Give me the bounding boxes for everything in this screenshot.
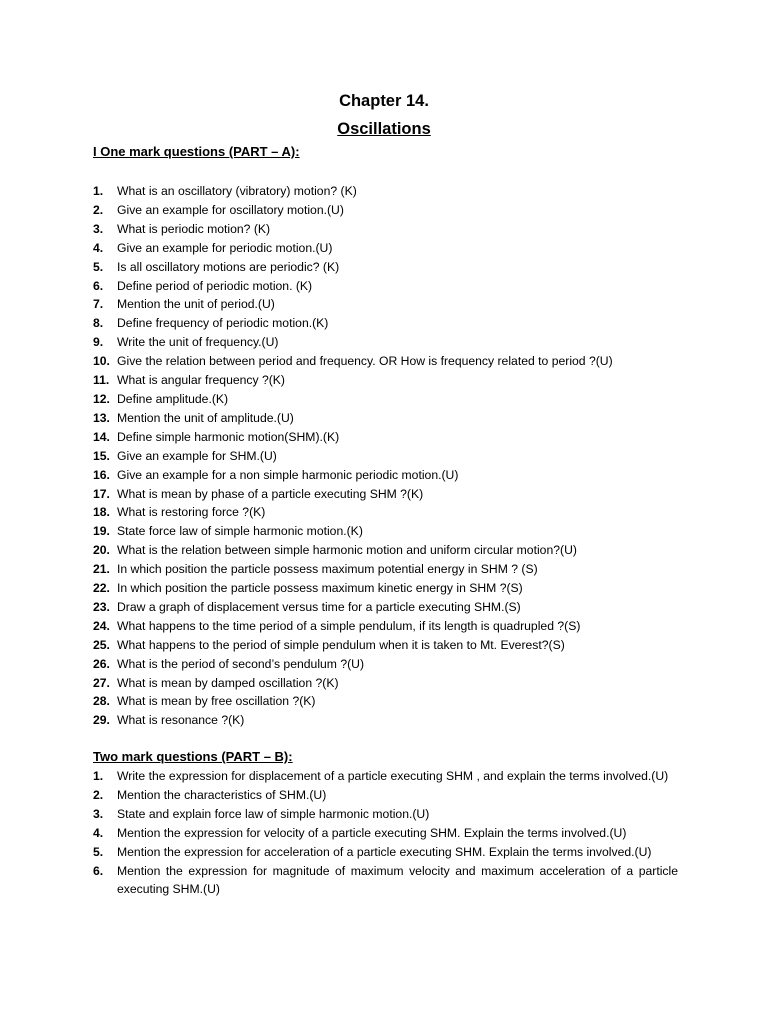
question-item — [93, 182, 678, 201]
question-number: 6. — [93, 278, 104, 293]
question-text: Draw a graph of displacement versus time for a particle executing SHM.(S) — [117, 599, 521, 614]
question-item — [93, 674, 678, 693]
question-number: 14. — [93, 429, 110, 444]
question-text: What is mean by free oscillation ?(K) — [117, 694, 316, 709]
question-text: In which position the particle possess maximum kinetic energy in SHM ?(S) — [117, 581, 523, 596]
question-text: Define period of periodic motion. (K) — [117, 278, 313, 293]
question-number: 4. — [93, 240, 104, 255]
question-item — [93, 277, 678, 296]
question-item — [93, 541, 678, 560]
question-text: What is mean by damped oscillation ?(K) — [117, 675, 339, 690]
question-text: Mention the unit of amplitude.(U) — [117, 410, 294, 425]
question-item — [93, 390, 678, 409]
part-b-heading: Two mark questions (PART – B): — [93, 749, 293, 764]
part-a-question-list — [93, 182, 678, 730]
question-item — [93, 560, 678, 579]
question-number: 21. — [93, 562, 110, 577]
question-item — [93, 352, 678, 371]
question-text: What is the relation between simple harmonic motion and uniform circular motion?(U) — [117, 543, 577, 558]
question-number: 11. — [93, 373, 110, 388]
question-text: Is all oscillatory motions are periodic? (K) — [117, 259, 340, 274]
part-b-question-list — [93, 767, 678, 899]
question-number: 15. — [93, 448, 110, 463]
question-text: Mention the expression for velocity of a particle executing SHM. Explain the terms involved.(U) — [117, 825, 627, 840]
question-item — [93, 598, 678, 617]
question-item — [93, 692, 678, 711]
question-text: Give an example for SHM.(U) — [117, 448, 277, 463]
question-number: 13. — [93, 410, 110, 425]
question-text: Give an example for periodic motion.(U) — [117, 240, 333, 255]
question-text: Give an example for a non simple harmonic periodic motion.(U) — [117, 467, 459, 482]
question-item — [93, 824, 678, 843]
question-item — [93, 636, 678, 655]
question-text: In which position the particle possess maximum potential energy in SHM ? (S) — [117, 562, 538, 577]
question-text: What is periodic motion? (K) — [117, 221, 271, 236]
question-item — [93, 579, 678, 598]
question-text: Mention the characteristics of SHM.(U) — [117, 787, 327, 802]
question-item — [93, 447, 678, 466]
question-item — [93, 711, 678, 730]
question-number: 2. — [93, 202, 104, 217]
question-number: 2. — [93, 787, 104, 802]
question-item — [93, 786, 678, 805]
question-item — [93, 333, 678, 352]
question-text: Mention the unit of period.(U) — [117, 297, 275, 312]
question-number: 20. — [93, 543, 110, 558]
question-number: 5. — [93, 259, 104, 274]
question-number: 22. — [93, 581, 110, 596]
question-text: What happens to the time period of a simple pendulum, if its length is quadrupled ?(S) — [117, 618, 581, 633]
question-item — [93, 371, 678, 390]
question-text: What is angular frequency ?(K) — [117, 373, 285, 388]
question-item — [93, 258, 678, 277]
question-item — [93, 862, 678, 900]
question-item — [93, 466, 678, 485]
question-text: Define simple harmonic motion(SHM).(K) — [117, 429, 340, 444]
question-item — [93, 767, 678, 786]
question-number: 12. — [93, 391, 110, 406]
question-item — [93, 239, 678, 258]
question-number: 6. — [93, 863, 104, 878]
question-number: 26. — [93, 656, 110, 671]
question-number: 23. — [93, 599, 110, 614]
question-text: What is resonance ?(K) — [117, 713, 245, 728]
question-item — [93, 843, 678, 862]
question-number: 19. — [93, 524, 110, 539]
question-text: What happens to the period of simple pendulum when it is taken to Mt. Everest?(S) — [117, 637, 565, 652]
question-number: 27. — [93, 675, 110, 690]
question-item — [93, 428, 678, 447]
question-text: Write the expression for displacement of a particle executing SHM , and explain the terms involved.(U) — [117, 769, 669, 783]
question-number: 8. — [93, 316, 104, 331]
part-a-heading: I One mark questions (PART – A): — [93, 144, 300, 159]
question-number: 18. — [93, 505, 110, 520]
question-item — [93, 295, 678, 314]
question-text: Mention the expression for magnitude of maximum velocity and maximum acceleration of a particle executing SHM.(U) — [117, 863, 678, 897]
question-text: Define frequency of periodic motion.(K) — [117, 316, 329, 331]
question-text: State force law of simple harmonic motion.(K) — [117, 524, 363, 539]
question-number: 5. — [93, 844, 104, 859]
chapter-subtitle: Oscillations — [337, 120, 431, 138]
question-number: 7. — [93, 297, 104, 312]
question-number: 10. — [93, 354, 110, 369]
question-number: 17. — [93, 486, 110, 501]
question-item — [93, 220, 678, 239]
question-item — [93, 409, 678, 428]
question-number: 28. — [93, 694, 110, 709]
question-number: 9. — [93, 335, 104, 350]
question-text: Define amplitude.(K) — [117, 391, 229, 406]
question-item — [93, 485, 678, 504]
question-text: What is an oscillatory (vibratory) motion? (K) — [117, 184, 357, 198]
question-number: 3. — [93, 806, 104, 821]
question-item — [93, 522, 678, 541]
question-number: 1. — [93, 184, 104, 198]
question-number: 3. — [93, 221, 104, 236]
question-number: 24. — [93, 618, 110, 633]
question-item — [93, 503, 678, 522]
question-number: 4. — [93, 825, 104, 840]
question-number: 16. — [93, 467, 110, 482]
question-text: Give the relation between period and frequency. OR How is frequency related to period ?(U) — [117, 354, 613, 369]
question-item — [93, 655, 678, 674]
chapter-title: Chapter 14. — [339, 92, 429, 110]
question-text: Mention the expression for acceleration of a particle executing SHM. Explain the terms involved.(U) — [117, 844, 652, 859]
question-number: 25. — [93, 637, 110, 652]
question-text: What is restoring force ?(K) — [117, 505, 266, 520]
question-text: What is the period of second’s pendulum ?(U) — [117, 656, 365, 671]
question-item — [93, 617, 678, 636]
question-item — [93, 805, 678, 824]
question-text: State and explain force law of simple harmonic motion.(U) — [117, 806, 430, 821]
question-item — [93, 201, 678, 220]
question-text: What is mean by phase of a particle executing SHM ?(K) — [117, 486, 424, 501]
question-text: Write the unit of frequency.(U) — [117, 335, 279, 350]
question-number: 29. — [93, 713, 110, 728]
question-text: Give an example for oscillatory motion.(U) — [117, 202, 344, 217]
question-number: 1. — [93, 769, 104, 783]
question-item — [93, 314, 678, 333]
